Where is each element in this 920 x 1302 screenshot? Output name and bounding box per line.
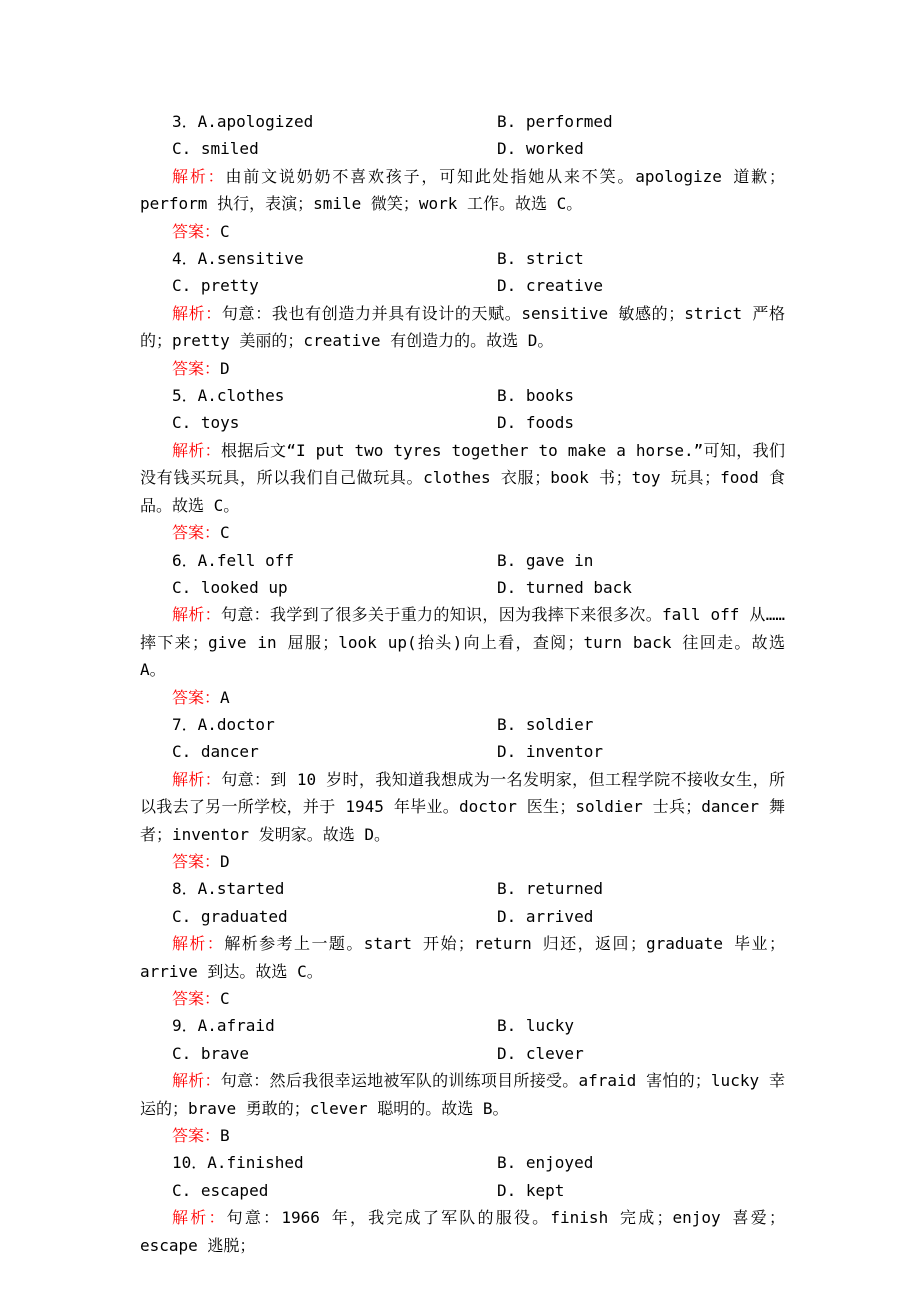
analysis-paragraph [140,601,785,683]
option-b: B. gave in [497,550,594,570]
answer-line [140,355,785,382]
answer-line [140,848,785,875]
analysis-text: 句意：然后我很幸运地被军队的训练项目所接受。afraid 害怕的；lucky 幸运的；brave 勇敢的；clever 聪明的。故选 B。 [140,1071,785,1118]
question-block [140,1012,785,1149]
option-d: D. creative [497,276,603,296]
option-d: D. worked [497,139,584,159]
analysis-paragraph [140,437,785,519]
analysis-text: 根据后文“I put two tyres together to make a horse.”可知，我们没有钱买玩具，所以我们自己做玩具。clothes 衣服；book 书；toy 玩具；food 食品。故选 C。 [140,440,785,515]
answer-label: 答案： [172,1126,221,1146]
question-block [140,875,785,1012]
answer-value: A [220,687,230,707]
analysis-text: 句意：到 10 岁时，我知道我想成为一名发明家，但工程学院不接收女生，所以我去了另一所学校，并于 1945 年毕业。doctor 医生；soldier 士兵；dancer 舞者；inventor 发明家。故选 D。 [140,769,785,844]
option-row [140,711,785,738]
option-row [140,574,785,601]
option-a: 5．A.clothes [172,386,285,406]
option-a: 9．A.afraid [172,1016,275,1036]
analysis-label: 解析： [172,1071,221,1091]
option-row [140,272,785,299]
answer-value: D [220,358,230,378]
option-row [140,1177,785,1204]
answer-value: C [220,989,230,1008]
analysis-paragraph [140,1204,785,1259]
question-block [140,245,785,382]
question-block [140,1149,785,1259]
option-row [140,1149,785,1176]
option-c: C. pretty [172,276,259,296]
analysis-label: 解析： [172,303,222,323]
option-row [140,903,785,930]
answer-line [140,218,785,245]
option-b: B. books [497,386,575,406]
question-block [140,711,785,875]
answer-value: D [220,851,230,871]
analysis-paragraph [140,930,785,985]
option-b: B. returned [497,879,603,899]
answer-line [140,684,785,711]
analysis-text: 句意：我也有创造力并具有设计的天赋。sensitive 敏感的；strict 严格的；pretty 美丽的；creative 有创造力的。故选 D。 [140,303,785,351]
option-row [140,1012,785,1039]
option-b: B. strict [497,249,584,269]
answer-label: 答案： [172,523,221,543]
option-c: C. escaped [172,1180,269,1200]
answer-label: 答案： [172,851,221,871]
option-a: 4．A.sensitive [172,249,304,269]
option-row [140,245,785,272]
option-c: C. smiled [172,139,259,159]
analysis-text: 句意：我学到了很多关于重力的知识，因为我摔下来很多次。fall off 从……摔下来；give in 屈服；look up(抬头)向上看，查阅；turn back 往回走。故选 A。 [140,605,785,680]
answer-value: C [220,523,230,543]
analysis-label: 解析： [172,1208,227,1228]
analysis-paragraph [140,300,785,355]
option-row [140,382,785,409]
option-d: D. inventor [497,742,603,762]
option-row [140,738,785,765]
answer-label: 答案： [172,989,221,1008]
option-row [140,875,785,902]
question-block [140,382,785,546]
analysis-text: 解析参考上一题。start 开始；return 归还，返回；graduate 毕业；arrive 到达。故选 C。 [140,934,785,981]
option-row [140,135,785,162]
analysis-paragraph [140,163,785,218]
answer-label: 答案： [172,687,221,707]
option-d: D. arrived [497,906,594,926]
option-d: D. clever [497,1043,584,1063]
analysis-label: 解析： [172,934,225,954]
analysis-text: 句意：1966 年，我完成了军队的服役。finish 完成；enjoy 喜爱；escape 逃脱； [140,1208,785,1255]
option-d: D. kept [497,1180,565,1200]
analysis-label: 解析： [172,440,222,460]
analysis-label: 解析： [172,769,222,789]
analysis-label: 解析： [172,166,226,186]
question-block [140,108,785,245]
option-d: D. turned back [497,577,632,597]
option-b: B. performed [497,112,613,131]
option-c: C. dancer [172,742,259,762]
option-row [140,547,785,574]
option-a: 7．A.doctor [172,714,275,734]
option-a: 10．A.finished [172,1153,304,1173]
option-row [140,108,785,135]
analysis-paragraph [140,766,785,848]
option-b: B. lucky [497,1016,575,1036]
answer-label: 答案： [172,221,221,241]
answer-line [140,985,785,1012]
option-row [140,1040,785,1067]
answer-line [140,1122,785,1149]
option-a: 8．A.started [172,879,285,899]
option-c: C. brave [172,1043,250,1063]
option-row [140,409,785,436]
analysis-text: 由前文说奶奶不喜欢孩子，可知此处指她从来不笑。apologize 道歉；perform 执行，表演；smile 微笑；work 工作。故选 C。 [140,166,785,214]
answer-label: 答案： [172,358,221,378]
option-c: C. looked up [172,577,288,597]
analysis-label: 解析： [172,605,222,625]
question-block [140,547,785,711]
option-a: 6．A.fell off [172,550,294,570]
option-c: C. toys [172,413,240,433]
option-a: 3．A.apologized [172,112,314,131]
analysis-paragraph [140,1067,785,1122]
option-b: B. soldier [497,714,594,734]
option-d: D. foods [497,413,575,433]
answer-line [140,519,785,546]
answer-value: B [220,1126,230,1146]
answer-value: C [220,221,230,241]
option-b: B. enjoyed [497,1153,594,1173]
option-c: C. graduated [172,906,288,926]
